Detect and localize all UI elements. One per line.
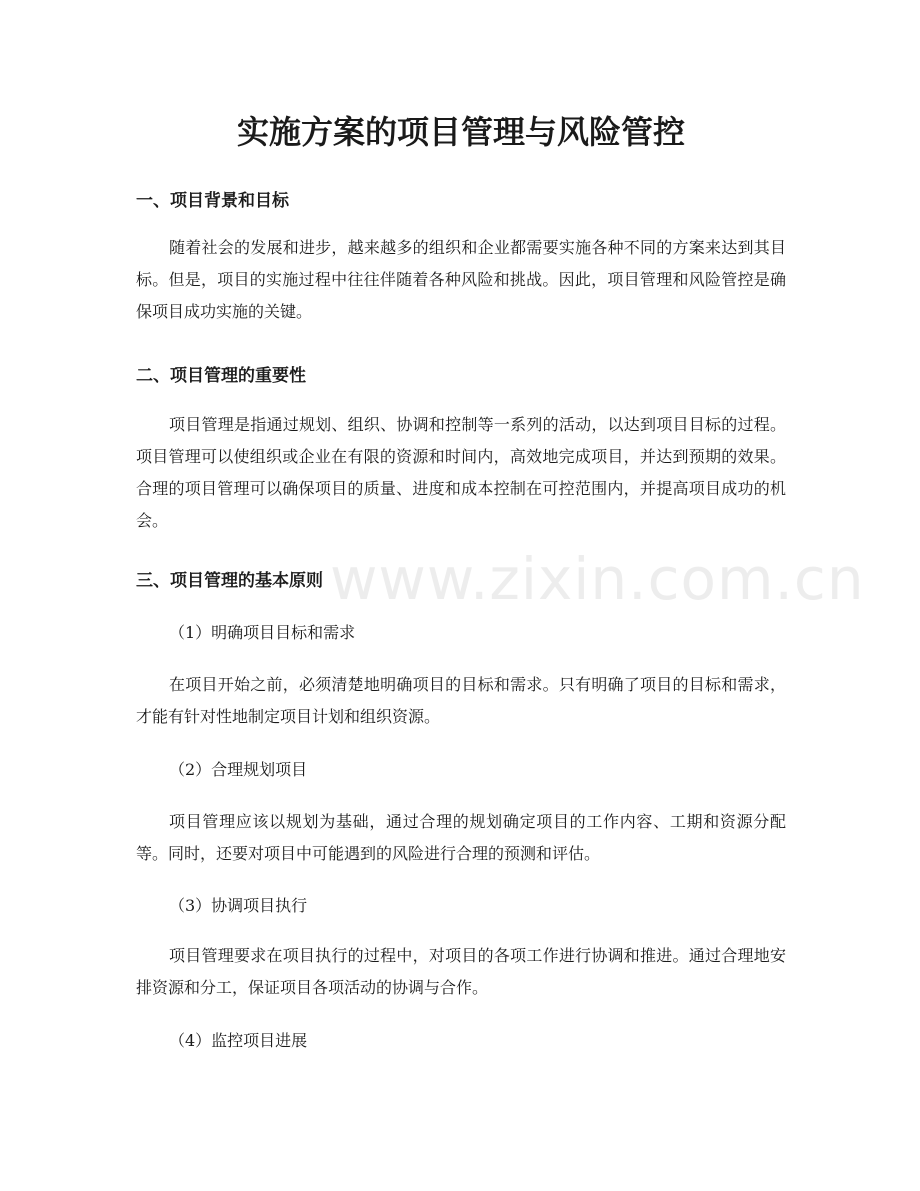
principle-label-1: （1）明确项目目标和需求 bbox=[169, 623, 356, 642]
section-heading-background: 一、项目背景和目标 bbox=[136, 191, 289, 211]
document-title: 实施方案的项目管理与风险管控 bbox=[236, 113, 685, 151]
principle-paragraph-2: 项目管理应该以规划为基础，通过合理的规划确定项目的工作内容、工期和资源分配等。同时，还要对项目中可能遇到的风险进行合理的预测和评估。 bbox=[136, 812, 786, 863]
section-paragraph-importance: 项目管理是指通过规划、组织、协调和控制等一系列的活动，以达到项目目标的过程。项目管理可以使组织或企业在有限的资源和时间内，高效地完成项目，并达到预期的效果。合理的项目管理可以确保项目的质量、进度和成本控制在可控范围内，并提高项目成功的机会。 bbox=[136, 415, 786, 530]
principle-label-3: （3）协调项目执行 bbox=[169, 896, 308, 915]
principle-label-4: （4）监控项目进展 bbox=[169, 1031, 308, 1050]
section-heading-principles: 三、项目管理的基本原则 bbox=[136, 571, 323, 591]
watermark: www.zixin.com.cn bbox=[330, 545, 865, 613]
principle-label-2: （2）合理规划项目 bbox=[169, 760, 308, 779]
principle-paragraph-3: 项目管理要求在项目执行的过程中，对项目的各项工作进行协调和推进。通过合理地安排资源和分工，保证项目各项活动的协调与合作。 bbox=[136, 946, 786, 997]
principle-paragraph-1: 在项目开始之前，必须清楚地明确项目的目标和需求。只有明确了项目的目标和需求，才能有针对性地制定项目计划和组织资源。 bbox=[136, 675, 786, 726]
section-paragraph-background: 随着社会的发展和进步，越来越多的组织和企业都需要实施各种不同的方案来达到其目标。但是，项目的实施过程中往往伴随着各种风险和挑战。因此，项目管理和风险管控是确保项目成功实施的关键。 bbox=[136, 238, 786, 321]
section-heading-importance: 二、项目管理的重要性 bbox=[136, 366, 306, 386]
